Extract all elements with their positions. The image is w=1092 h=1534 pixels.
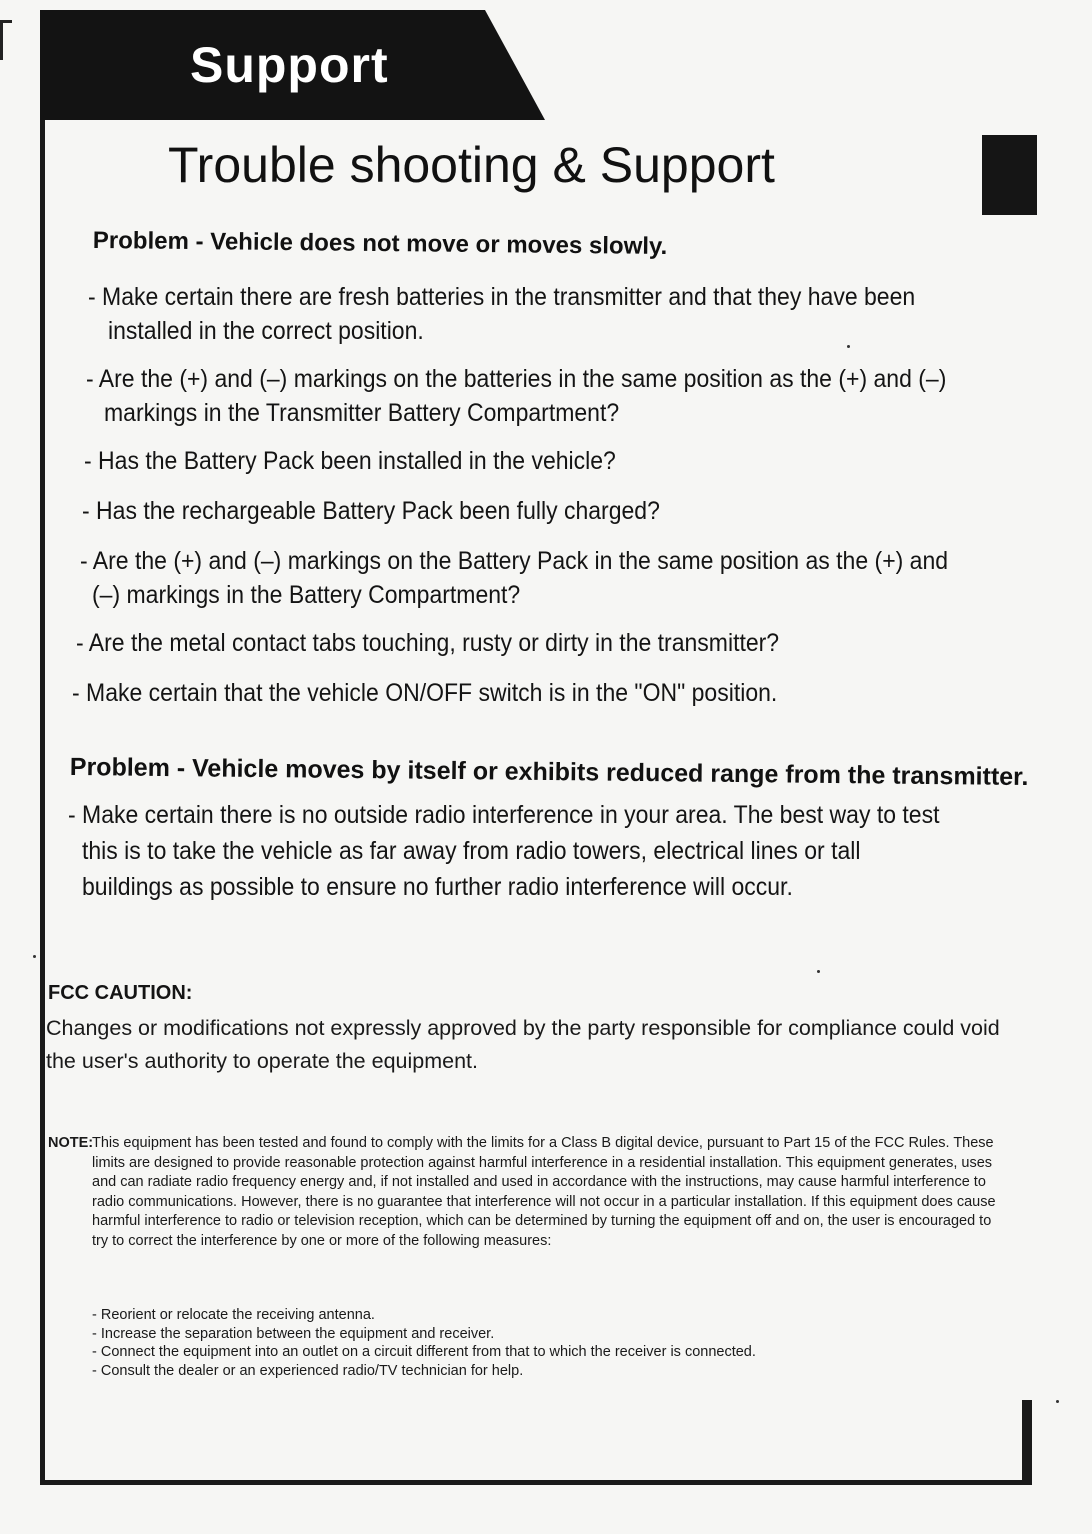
corner-mark-vertical xyxy=(0,20,3,60)
scan-speck xyxy=(1056,1400,1059,1403)
list-item: - Are the (+) and (–) markings on the batteries in the same position as the (+) and (–) xyxy=(86,365,947,393)
fcc-caution-label: FCC CAUTION: xyxy=(48,982,193,1004)
page-border-right xyxy=(1022,1400,1032,1485)
list-item: - Increase the separation between the equipment and receiver. xyxy=(92,1325,756,1344)
side-tab-marker xyxy=(982,135,1037,215)
note-label: NOTE: xyxy=(48,1135,94,1151)
section-title: Support xyxy=(190,37,389,93)
list-item: - Connect the equipment into an outlet on a circuit different from that to which the receiver is connected. xyxy=(92,1343,756,1362)
scan-speck xyxy=(33,955,36,958)
note-text: This equipment has been tested and found to comply with the limits for a Class B digital device, pursuant to Part 15 of the FCC Rules. These limits are designed to provide reasonable protection against harmful interference in a residential installation. This equipment generates, uses and can radiate radio frequency energy and, if not installed and used in accordance with the instructions, may cause harmful interference to radio communications. However, there is no guarantee that interference will not occur in a particular installation. If this equipment does cause harmful interference to radio or television reception, which can be determined by turning the equipment off and on, the user is encouraged to try to correct the interference by one or more of the following measures: xyxy=(92,1135,996,1249)
list-item: this is to take the vehicle as far away from radio towers, electrical lines or tall xyxy=(82,837,861,865)
measures-list xyxy=(92,1306,756,1380)
list-item: - Consult the dealer or an experienced radio/TV technician for help. xyxy=(92,1362,756,1381)
list-item: buildings as possible to ensure no further radio interference will occur. xyxy=(82,873,793,901)
list-item: - Are the (+) and (–) markings on the Battery Pack in the same position as the (+) and xyxy=(80,547,949,575)
fcc-note xyxy=(48,1134,1008,1251)
list-item: - Has the rechargeable Battery Pack been fully charged? xyxy=(82,497,660,525)
list-item: - Reorient or relocate the receiving antenna. xyxy=(92,1306,756,1325)
list-item: markings in the Transmitter Battery Compartment? xyxy=(104,399,620,427)
scan-speck xyxy=(847,345,850,348)
problem-heading: Problem - Vehicle does not move or moves slowly. xyxy=(92,227,668,261)
page-border-bottom xyxy=(40,1480,1030,1485)
fcc-caution-text: Changes or modifications not expressly approved by the party responsible for compliance could void the user's authority to operate the equipment. xyxy=(46,1016,1000,1073)
list-item: - Make certain that the vehicle ON/OFF switch is in the "ON" position. xyxy=(72,679,778,707)
list-item: - Are the metal contact tabs touching, rusty or dirty in the transmitter? xyxy=(76,629,780,657)
problem-heading: Problem - Vehicle moves by itself or exhibits reduced range from the transmitter. xyxy=(69,753,1029,792)
list-item: installed in the correct position. xyxy=(108,317,424,345)
page-border-left xyxy=(40,10,45,1485)
list-item: (–) markings in the Battery Compartment? xyxy=(92,581,521,609)
list-item: - Make certain there is no outside radio interference in your area. The best way to test xyxy=(68,801,940,829)
scan-speck xyxy=(817,970,820,973)
list-item: - Has the Battery Pack been installed in the vehicle? xyxy=(84,447,616,475)
list-item: - Make certain there are fresh batteries in the transmitter and that they have been xyxy=(88,283,916,311)
page-title: Trouble shooting & Support xyxy=(168,137,775,193)
